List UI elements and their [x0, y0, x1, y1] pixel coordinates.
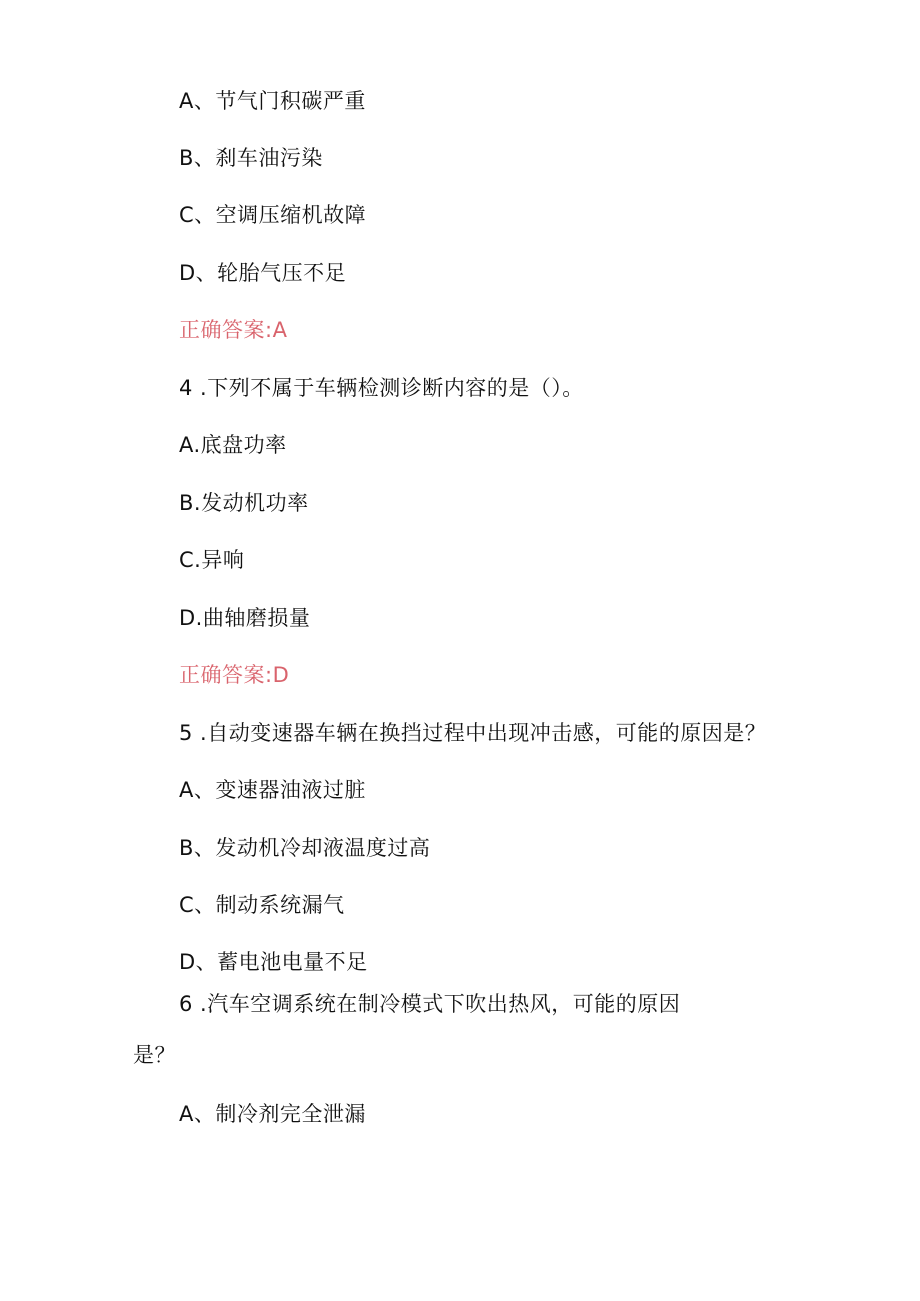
- q3-option-b: B、刹车油污染: [179, 146, 323, 170]
- q5-option-a: A、变速器油液过脏: [179, 778, 366, 802]
- q3-option-d: D、轮胎气压不足: [179, 261, 347, 285]
- q5-question-stem: 5 .自动变速器车辆在换挡过程中出现冲击感，可能的原因是？: [179, 721, 767, 745]
- q4-option-c: C.异响: [179, 548, 245, 572]
- q3-option-a: A、节气门积碳严重: [179, 89, 366, 113]
- q6-question-stem-line1: 6 .汽车空调系统在制冷模式下吹出热风，可能的原因: [179, 992, 681, 1016]
- q5-option-b: B、发动机冷却液温度过高: [179, 836, 431, 860]
- q6-question-stem-line2: 是？: [133, 1043, 176, 1067]
- q3-correct-answer: 正确答案:A: [179, 318, 288, 342]
- q4-question-stem: 4 .下列不属于车辆检测诊断内容的是（）。: [179, 376, 584, 400]
- q5-option-c: C、制动系统漏气: [179, 893, 345, 917]
- q5-option-d: D、蓄电池电量不足: [179, 950, 368, 974]
- q4-option-a: A.底盘功率: [179, 433, 287, 457]
- q4-correct-answer: 正确答案:D: [179, 663, 290, 687]
- q6-option-a: A、制冷剂完全泄漏: [179, 1102, 366, 1126]
- q4-option-d: D.曲轴磨损量: [179, 606, 311, 630]
- q4-option-b: B.发动机功率: [179, 491, 309, 515]
- q3-option-c: C、空调压缩机故障: [179, 203, 367, 227]
